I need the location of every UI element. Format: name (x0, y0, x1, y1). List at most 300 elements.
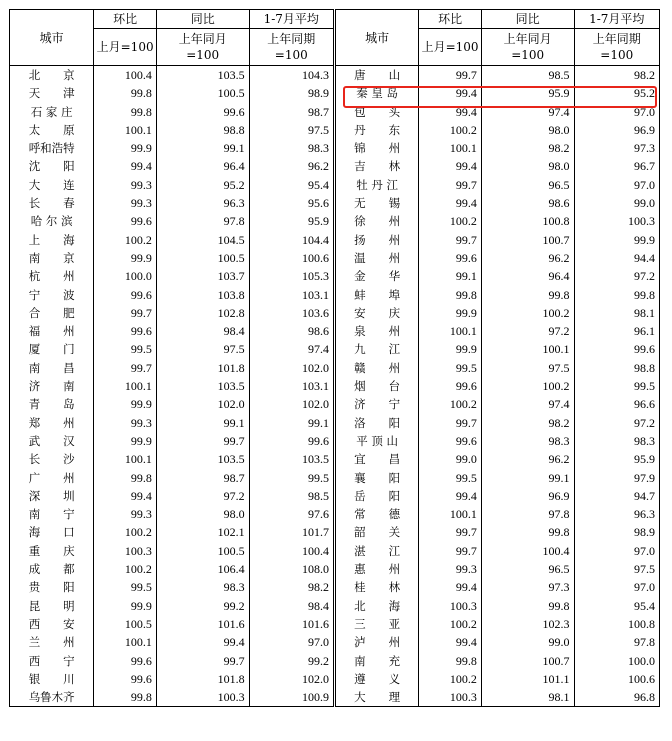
yoy-header-left: 同比 (156, 10, 249, 29)
city-cell: 石 家 庄 (10, 103, 94, 121)
city-cell: 青 岛 (10, 395, 94, 413)
city-cell: 合 肥 (10, 304, 94, 322)
city-cell: 赣 州 (334, 359, 418, 377)
mom-value-cell: 99.7 (419, 66, 481, 85)
city-cell: 锦 州 (334, 139, 418, 157)
mom-value-cell: 100.4 (94, 66, 156, 85)
avg-value-cell: 99.9 (574, 231, 659, 249)
yoy-value-cell: 103.8 (156, 286, 249, 304)
table-header (10, 10, 660, 66)
city-cell: 韶 关 (334, 523, 418, 541)
yoy-value-cell: 101.8 (156, 670, 249, 688)
city-header-right: 城市 (334, 10, 418, 66)
city-cell: 洛 阳 (334, 414, 418, 432)
mom-value-cell: 99.3 (94, 414, 156, 432)
mom-value-cell: 99.9 (94, 395, 156, 413)
mom-value-cell: 99.1 (419, 267, 481, 285)
yoy-value-cell: 95.2 (156, 176, 249, 194)
yoy-value-cell: 101.8 (156, 359, 249, 377)
city-cell: 乌鲁木齐 (10, 688, 94, 707)
city-cell: 上 海 (10, 231, 94, 249)
avg-value-cell: 97.8 (574, 633, 659, 651)
mom-value-cell: 100.1 (94, 121, 156, 139)
mom-value-cell: 100.1 (419, 139, 481, 157)
table-row (10, 670, 660, 688)
yoy-value-cell: 98.6 (481, 194, 574, 212)
city-cell: 宜 昌 (334, 450, 418, 468)
city-cell: 泸 州 (334, 633, 418, 651)
table-row (10, 267, 660, 285)
yoy-base-line1: 上年同月 (503, 32, 552, 46)
mom-value-cell: 100.2 (419, 395, 481, 413)
yoy-value-cell: 99.8 (481, 523, 574, 541)
yoy-value-cell: 98.4 (156, 322, 249, 340)
city-cell: 湛 江 (334, 542, 418, 560)
yoy-value-cell: 99.1 (481, 469, 574, 487)
city-cell: 杭 州 (10, 267, 94, 285)
yoy-value-cell: 97.3 (481, 578, 574, 596)
avg-value-cell: 100.9 (249, 688, 334, 707)
yoy-value-cell: 100.5 (156, 542, 249, 560)
yoy-value-cell: 103.5 (156, 450, 249, 468)
mom-value-cell: 99.4 (94, 157, 156, 175)
mom-value-cell: 99.6 (419, 249, 481, 267)
table-row (10, 322, 660, 340)
mom-value-cell: 100.1 (419, 322, 481, 340)
yoy-value-cell: 106.4 (156, 560, 249, 578)
mom-base-left: 上月=100 (94, 29, 156, 66)
mom-value-cell: 99.4 (419, 103, 481, 121)
avg-value-cell: 95.4 (249, 176, 334, 194)
city-cell: 包 头 (334, 103, 418, 121)
yoy-value-cell: 99.7 (156, 432, 249, 450)
avg-value-cell: 99.6 (249, 432, 334, 450)
yoy-value-cell: 103.5 (156, 66, 249, 85)
city-cell: 唐 山 (334, 66, 418, 85)
city-cell: 惠 州 (334, 560, 418, 578)
avg-value-cell: 97.0 (249, 633, 334, 651)
city-cell: 长 春 (10, 194, 94, 212)
avg-value-cell: 98.2 (574, 66, 659, 85)
avg-value-cell: 103.1 (249, 377, 334, 395)
avg-value-cell: 96.3 (574, 505, 659, 523)
yoy-value-cell: 102.8 (156, 304, 249, 322)
yoy-value-cell: 97.2 (481, 322, 574, 340)
mom-value-cell: 99.9 (94, 597, 156, 615)
avg-value-cell: 97.5 (574, 560, 659, 578)
mom-value-cell: 99.6 (94, 322, 156, 340)
mom-value-cell: 99.3 (94, 194, 156, 212)
avg-value-cell: 98.3 (574, 432, 659, 450)
yoy-value-cell: 95.9 (481, 84, 574, 102)
avg-value-cell: 99.0 (574, 194, 659, 212)
avg-value-cell: 100.4 (249, 542, 334, 560)
city-cell: 泉 州 (334, 322, 418, 340)
avg-value-cell: 98.9 (249, 84, 334, 102)
avg-value-cell: 96.8 (574, 688, 659, 707)
mom-value-cell: 99.7 (419, 523, 481, 541)
yoy-value-cell: 100.4 (481, 542, 574, 560)
yoy-value-cell: 98.0 (481, 157, 574, 175)
city-cell: 南 充 (334, 652, 418, 670)
mom-value-cell: 99.4 (419, 578, 481, 596)
yoy-value-cell: 101.6 (156, 615, 249, 633)
city-cell: 广 州 (10, 469, 94, 487)
mom-value-cell: 100.2 (419, 615, 481, 633)
table-row (10, 103, 660, 121)
mom-value-cell: 99.7 (419, 176, 481, 194)
city-cell: 南 京 (10, 249, 94, 267)
table-row (10, 359, 660, 377)
city-cell: 贵 阳 (10, 578, 94, 596)
city-cell: 沈 阳 (10, 157, 94, 175)
mom-value-cell: 100.2 (94, 560, 156, 578)
yoy-value-cell: 99.6 (156, 103, 249, 121)
mom-value-cell: 99.5 (94, 340, 156, 358)
avg-value-cell: 103.1 (249, 286, 334, 304)
city-cell: 西 安 (10, 615, 94, 633)
table-row (10, 487, 660, 505)
table-row (10, 542, 660, 560)
table-row (10, 194, 660, 212)
city-cell: 重 庆 (10, 542, 94, 560)
yoy-header-right: 同比 (481, 10, 574, 29)
avg-value-cell: 98.5 (249, 487, 334, 505)
avg-value-cell: 100.0 (574, 652, 659, 670)
yoy-value-cell: 102.1 (156, 523, 249, 541)
mom-value-cell: 100.1 (94, 450, 156, 468)
city-cell: 宁 波 (10, 286, 94, 304)
yoy-value-cell: 98.0 (156, 505, 249, 523)
mom-value-cell: 99.7 (419, 542, 481, 560)
avg-value-cell: 103.6 (249, 304, 334, 322)
table-row (10, 249, 660, 267)
city-cell: 扬 州 (334, 231, 418, 249)
avg-value-cell: 101.6 (249, 615, 334, 633)
city-cell: 郑 州 (10, 414, 94, 432)
mom-value-cell: 99.3 (419, 560, 481, 578)
city-cell: 武 汉 (10, 432, 94, 450)
yoy-value-cell: 100.8 (481, 212, 574, 230)
yoy-value-cell: 96.5 (481, 560, 574, 578)
mom-value-cell: 99.8 (419, 286, 481, 304)
city-cell: 安 庆 (334, 304, 418, 322)
avg-value-cell: 99.8 (574, 286, 659, 304)
yoy-value-cell: 98.8 (156, 121, 249, 139)
avg-value-cell: 100.3 (574, 212, 659, 230)
avg-value-cell: 96.1 (574, 322, 659, 340)
avg-value-cell: 97.2 (574, 267, 659, 285)
mom-value-cell: 99.8 (94, 688, 156, 707)
mom-value-cell: 99.6 (419, 432, 481, 450)
city-cell: 遵 义 (334, 670, 418, 688)
city-cell: 丹 东 (334, 121, 418, 139)
city-cell: 桂 林 (334, 578, 418, 596)
table-row (10, 286, 660, 304)
yoy-value-cell: 97.5 (481, 359, 574, 377)
table-row (10, 560, 660, 578)
yoy-value-cell: 97.4 (481, 395, 574, 413)
avg-value-cell: 102.0 (249, 359, 334, 377)
city-cell: 三 亚 (334, 615, 418, 633)
yoy-value-cell: 99.0 (481, 633, 574, 651)
avg-value-cell: 98.2 (249, 578, 334, 596)
avg-value-cell: 97.0 (574, 542, 659, 560)
city-cell: 长 沙 (10, 450, 94, 468)
avg-value-cell: 108.0 (249, 560, 334, 578)
mom-value-cell: 99.0 (419, 450, 481, 468)
avg-base-left (249, 29, 334, 66)
mom-value-cell: 99.8 (94, 84, 156, 102)
mom-value-cell: 99.8 (94, 469, 156, 487)
city-cell: 银 川 (10, 670, 94, 688)
avg-value-cell: 98.3 (249, 139, 334, 157)
avg-header-right: 1-7月平均 (574, 10, 659, 29)
yoy-base-line2: =100 (186, 48, 220, 62)
avg-value-cell: 98.6 (249, 322, 334, 340)
city-cell: 金 华 (334, 267, 418, 285)
yoy-value-cell: 98.1 (481, 688, 574, 707)
mom-value-cell: 99.3 (94, 176, 156, 194)
yoy-base-line2: =100 (511, 48, 545, 62)
yoy-value-cell: 98.3 (156, 578, 249, 596)
avg-value-cell: 105.3 (249, 267, 334, 285)
mom-value-cell: 100.2 (419, 212, 481, 230)
yoy-value-cell: 98.5 (481, 66, 574, 85)
avg-value-cell: 104.4 (249, 231, 334, 249)
avg-value-cell: 95.9 (249, 212, 334, 230)
yoy-value-cell: 96.9 (481, 487, 574, 505)
city-cell: 福 州 (10, 322, 94, 340)
yoy-value-cell: 98.0 (481, 121, 574, 139)
yoy-value-cell: 103.7 (156, 267, 249, 285)
yoy-value-cell: 97.2 (156, 487, 249, 505)
city-cell: 呼和浩特 (10, 139, 94, 157)
avg-value-cell: 97.0 (574, 103, 659, 121)
yoy-value-cell: 96.4 (156, 157, 249, 175)
yoy-value-cell: 99.8 (481, 597, 574, 615)
yoy-value-cell: 96.4 (481, 267, 574, 285)
mom-value-cell: 100.2 (419, 670, 481, 688)
yoy-value-cell: 97.8 (156, 212, 249, 230)
mom-value-cell: 99.7 (94, 304, 156, 322)
avg-value-cell: 94.4 (574, 249, 659, 267)
yoy-value-cell: 100.5 (156, 84, 249, 102)
city-cell: 哈 尔 滨 (10, 212, 94, 230)
mom-value-cell: 100.3 (419, 597, 481, 615)
yoy-value-cell: 99.1 (156, 139, 249, 157)
city-cell: 南 宁 (10, 505, 94, 523)
avg-base-line1: 上年同期 (267, 32, 316, 46)
yoy-value-cell: 97.5 (156, 340, 249, 358)
avg-value-cell: 99.5 (574, 377, 659, 395)
mom-value-cell: 100.2 (94, 231, 156, 249)
table-row (10, 304, 660, 322)
yoy-value-cell: 104.5 (156, 231, 249, 249)
yoy-value-cell: 96.3 (156, 194, 249, 212)
yoy-value-cell: 98.2 (481, 139, 574, 157)
avg-value-cell: 94.7 (574, 487, 659, 505)
mom-value-cell: 100.0 (94, 267, 156, 285)
mom-value-cell: 99.4 (419, 633, 481, 651)
avg-value-cell: 97.0 (574, 176, 659, 194)
table-row (10, 414, 660, 432)
avg-value-cell: 97.3 (574, 139, 659, 157)
avg-value-cell: 98.8 (574, 359, 659, 377)
mom-value-cell: 99.9 (94, 432, 156, 450)
mom-value-cell: 100.1 (94, 377, 156, 395)
yoy-value-cell: 102.3 (481, 615, 574, 633)
avg-value-cell: 96.2 (249, 157, 334, 175)
city-cell: 徐 州 (334, 212, 418, 230)
table-row (10, 139, 660, 157)
yoy-value-cell: 100.2 (481, 304, 574, 322)
avg-value-cell: 97.2 (574, 414, 659, 432)
city-cell: 济 南 (10, 377, 94, 395)
table-row (10, 340, 660, 358)
avg-value-cell: 95.4 (574, 597, 659, 615)
mom-value-cell: 99.9 (94, 139, 156, 157)
avg-value-cell: 103.5 (249, 450, 334, 468)
avg-value-cell: 99.1 (249, 414, 334, 432)
yoy-value-cell: 97.4 (481, 103, 574, 121)
yoy-value-cell: 99.2 (156, 597, 249, 615)
avg-value-cell: 104.3 (249, 66, 334, 85)
table-row (10, 212, 660, 230)
avg-value-cell: 99.6 (574, 340, 659, 358)
city-cell: 九 江 (334, 340, 418, 358)
table-row (10, 432, 660, 450)
yoy-value-cell: 102.0 (156, 395, 249, 413)
city-cell: 南 昌 (10, 359, 94, 377)
avg-value-cell: 97.4 (249, 340, 334, 358)
yoy-value-cell: 100.3 (156, 688, 249, 707)
yoy-value-cell: 99.8 (481, 286, 574, 304)
mom-value-cell: 99.6 (94, 652, 156, 670)
city-cell: 西 宁 (10, 652, 94, 670)
city-cell: 平 顶 山 (334, 432, 418, 450)
avg-header-left: 1-7月平均 (249, 10, 334, 29)
table-row (10, 615, 660, 633)
table-row (10, 688, 660, 707)
city-cell: 天 津 (10, 84, 94, 102)
mom-value-cell: 99.9 (419, 304, 481, 322)
city-cell: 大 理 (334, 688, 418, 707)
yoy-value-cell: 98.3 (481, 432, 574, 450)
mom-value-cell: 99.6 (94, 286, 156, 304)
table-row (10, 395, 660, 413)
avg-value-cell: 102.0 (249, 395, 334, 413)
mom-value-cell: 99.4 (94, 487, 156, 505)
table-row (10, 157, 660, 175)
mom-value-cell: 99.7 (94, 359, 156, 377)
table-row (10, 66, 660, 85)
city-cell: 襄 阳 (334, 469, 418, 487)
mom-value-cell: 99.8 (94, 103, 156, 121)
table-row (10, 469, 660, 487)
city-cell: 北 京 (10, 66, 94, 85)
avg-value-cell: 99.5 (249, 469, 334, 487)
mom-value-cell: 99.5 (94, 578, 156, 596)
table-body (10, 66, 660, 707)
table-row (10, 578, 660, 596)
table-row (10, 450, 660, 468)
city-cell: 深 圳 (10, 487, 94, 505)
avg-value-cell: 95.2 (574, 84, 659, 102)
avg-value-cell: 95.9 (574, 450, 659, 468)
city-cell: 昆 明 (10, 597, 94, 615)
avg-value-cell: 100.8 (574, 615, 659, 633)
avg-value-cell: 98.7 (249, 103, 334, 121)
mom-value-cell: 100.3 (419, 688, 481, 707)
city-cell: 无 锡 (334, 194, 418, 212)
avg-value-cell: 99.2 (249, 652, 334, 670)
avg-value-cell: 98.4 (249, 597, 334, 615)
yoy-value-cell: 98.2 (481, 414, 574, 432)
yoy-value-cell: 99.4 (156, 633, 249, 651)
yoy-base-left (156, 29, 249, 66)
table-row (10, 652, 660, 670)
avg-base-line2: =100 (600, 48, 634, 62)
mom-header-right: 环比 (419, 10, 481, 29)
table-row (10, 633, 660, 651)
city-cell: 常 德 (334, 505, 418, 523)
avg-value-cell: 97.5 (249, 121, 334, 139)
avg-value-cell: 97.6 (249, 505, 334, 523)
avg-value-cell: 101.7 (249, 523, 334, 541)
city-header-left: 城市 (10, 10, 94, 66)
avg-value-cell: 96.7 (574, 157, 659, 175)
city-cell: 海 口 (10, 523, 94, 541)
avg-value-cell: 100.6 (574, 670, 659, 688)
table-row (10, 231, 660, 249)
table-row (10, 505, 660, 523)
city-cell: 蚌 埠 (334, 286, 418, 304)
city-cell: 济 宁 (334, 395, 418, 413)
city-cell: 北 海 (334, 597, 418, 615)
mom-value-cell: 99.7 (419, 414, 481, 432)
avg-value-cell: 100.6 (249, 249, 334, 267)
yoy-value-cell: 99.1 (156, 414, 249, 432)
table-row (10, 121, 660, 139)
yoy-value-cell: 99.7 (156, 652, 249, 670)
yoy-value-cell: 96.2 (481, 450, 574, 468)
table-row (10, 597, 660, 615)
mom-value-cell: 99.3 (94, 505, 156, 523)
avg-value-cell: 97.9 (574, 469, 659, 487)
mom-value-cell: 100.2 (94, 523, 156, 541)
yoy-value-cell: 96.5 (481, 176, 574, 194)
mom-value-cell: 99.6 (419, 377, 481, 395)
table-row (10, 523, 660, 541)
city-cell: 烟 台 (334, 377, 418, 395)
mom-value-cell: 99.4 (419, 194, 481, 212)
avg-value-cell: 102.0 (249, 670, 334, 688)
yoy-value-cell: 100.2 (481, 377, 574, 395)
city-cell: 牡 丹 江 (334, 176, 418, 194)
yoy-base-right (481, 29, 574, 66)
yoy-value-cell: 100.7 (481, 652, 574, 670)
city-cell: 温 州 (334, 249, 418, 267)
city-cell: 岳 阳 (334, 487, 418, 505)
avg-value-cell: 98.9 (574, 523, 659, 541)
mom-value-cell: 99.8 (419, 652, 481, 670)
avg-value-cell: 98.1 (574, 304, 659, 322)
yoy-value-cell: 100.5 (156, 249, 249, 267)
city-cell: 吉 林 (334, 157, 418, 175)
mom-value-cell: 99.5 (419, 469, 481, 487)
city-cell: 大 连 (10, 176, 94, 194)
